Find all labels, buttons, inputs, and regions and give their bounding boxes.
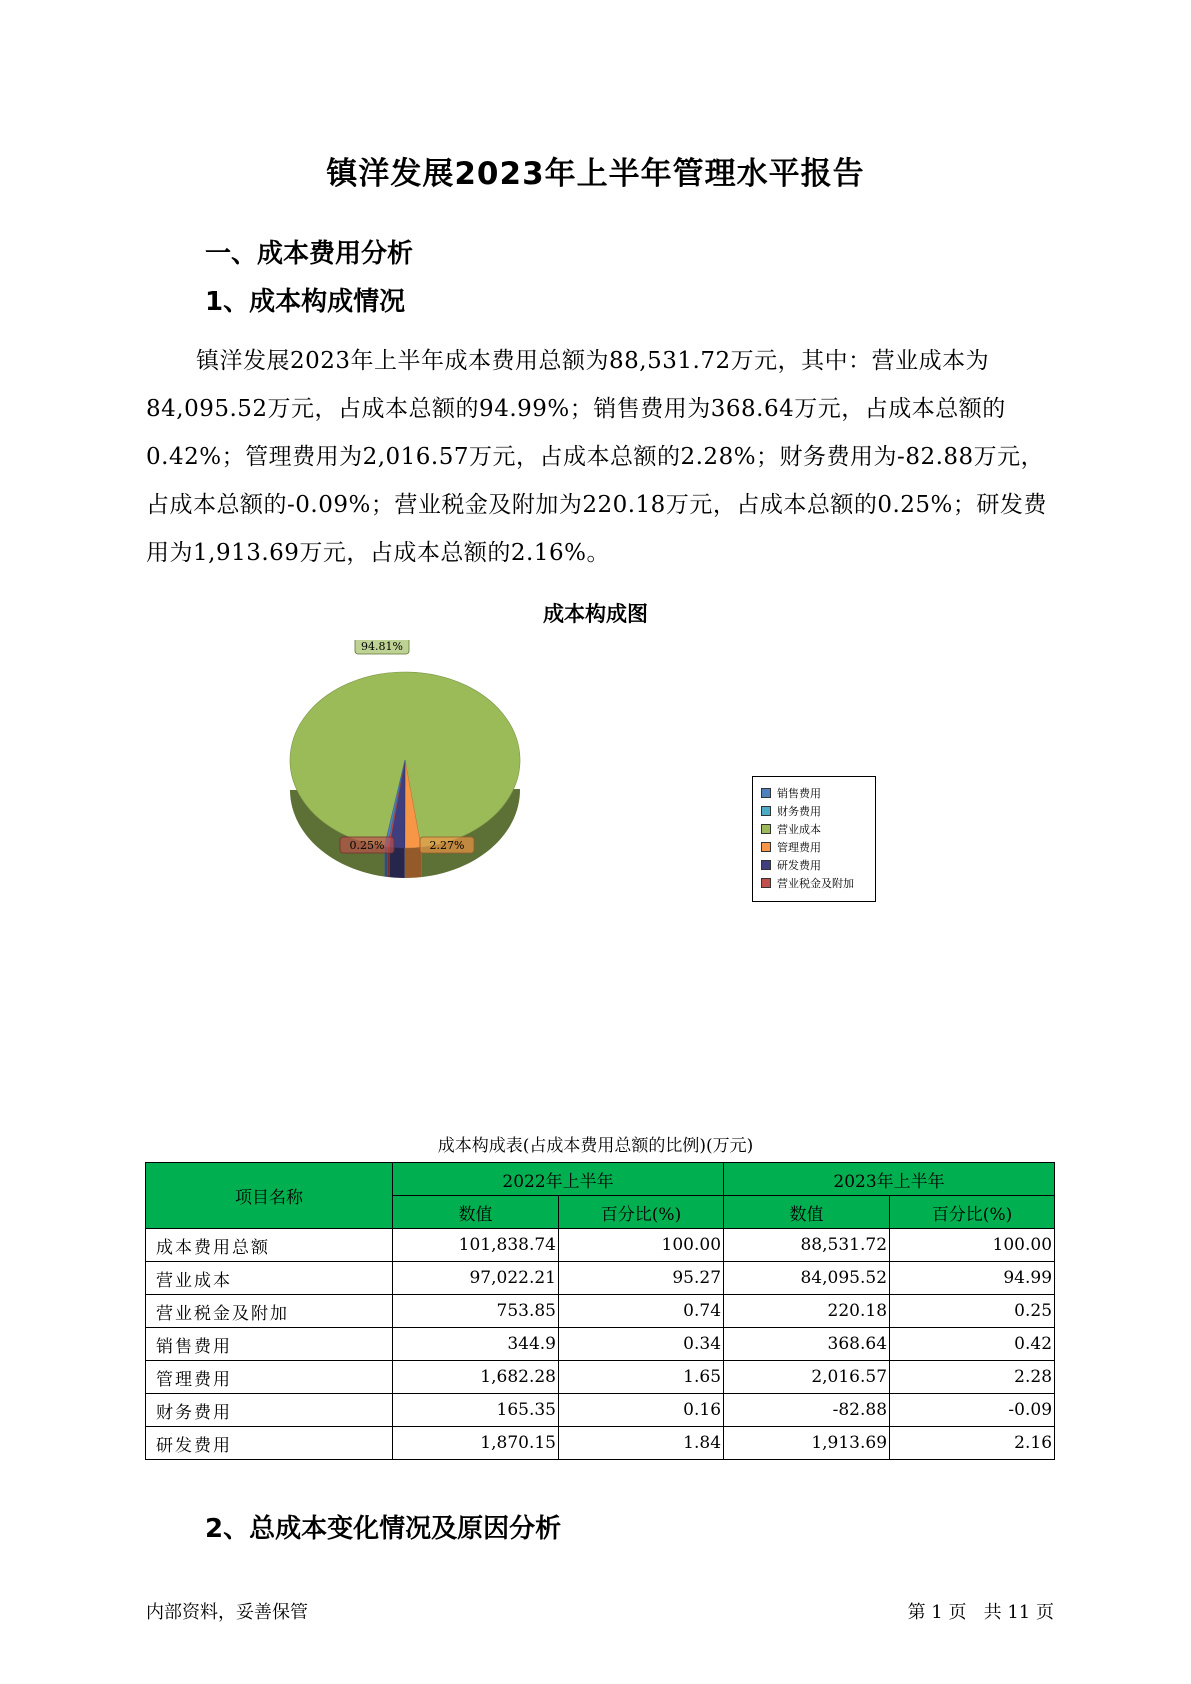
cell-value: 220.18 — [724, 1295, 890, 1328]
cell-value: 1,870.15 — [393, 1427, 559, 1460]
header-item-name: 项目名称 — [146, 1163, 393, 1229]
table-row — [146, 1328, 1055, 1361]
cell-percent: 100.00 — [890, 1229, 1055, 1262]
cell-value: 753.85 — [393, 1295, 559, 1328]
pie-data-label — [340, 837, 394, 853]
table-row — [146, 1229, 1055, 1262]
row-name: 研发费用 — [146, 1427, 393, 1460]
cell-percent: 94.99 — [890, 1262, 1055, 1295]
row-name: 营业成本 — [146, 1262, 393, 1295]
legend-label: 营业成本 — [777, 823, 821, 836]
cell-percent: 95.27 — [559, 1262, 724, 1295]
cell-percent: 0.42 — [890, 1328, 1055, 1361]
cell-percent: 0.16 — [559, 1394, 724, 1427]
legend-swatch — [761, 878, 771, 888]
cell-percent: 2.28 — [890, 1361, 1055, 1394]
cell-value: 165.35 — [393, 1394, 559, 1427]
header-year-2022: 2022年上半年 — [393, 1163, 724, 1196]
legend-swatch — [761, 860, 771, 870]
cell-value: 97,022.21 — [393, 1262, 559, 1295]
section-heading: 一、成本费用分析 — [205, 239, 414, 269]
legend-label: 营业税金及附加 — [777, 877, 854, 890]
cell-percent: 1.84 — [559, 1427, 724, 1460]
row-name: 财务费用 — [146, 1394, 393, 1427]
table-row — [146, 1427, 1055, 1460]
pie-data-label — [420, 837, 474, 853]
row-name: 管理费用 — [146, 1361, 393, 1394]
legend-item — [761, 820, 875, 838]
legend-item — [761, 856, 875, 874]
row-name: 销售费用 — [146, 1328, 393, 1361]
table-row — [146, 1262, 1055, 1295]
chart-legend — [752, 776, 876, 902]
cell-percent: 1.65 — [559, 1361, 724, 1394]
chart-title: 成本构成图 — [543, 602, 648, 626]
legend-item — [761, 784, 875, 802]
cell-value: -82.88 — [724, 1394, 890, 1427]
cell-value: 1,682.28 — [393, 1361, 559, 1394]
header-value: 数值 — [724, 1196, 890, 1229]
subsection-heading: 2、总成本变化情况及原因分析 — [205, 1514, 562, 1544]
legend-item — [761, 874, 875, 892]
header-value: 数值 — [393, 1196, 559, 1229]
cost-table — [145, 1162, 1055, 1460]
table-row — [146, 1394, 1055, 1427]
legend-swatch — [761, 806, 771, 816]
cell-percent: 0.34 — [559, 1328, 724, 1361]
cell-value: 1,913.69 — [724, 1427, 890, 1460]
cell-percent: -0.09 — [890, 1394, 1055, 1427]
cell-percent: 2.16 — [890, 1427, 1055, 1460]
legend-swatch — [761, 824, 771, 834]
table-row — [146, 1361, 1055, 1394]
legend-item — [761, 802, 875, 820]
cell-percent: 100.00 — [559, 1229, 724, 1262]
table-row — [146, 1295, 1055, 1328]
subsection-heading: 1、成本构成情况 — [205, 287, 406, 317]
cell-value: 84,095.52 — [724, 1262, 890, 1295]
pie-slice-side — [405, 847, 421, 878]
svg-text:94.81%: 94.81% — [361, 640, 403, 653]
footer-confidential: 内部资料，妥善保管 — [146, 1602, 308, 1623]
legend-item — [761, 838, 875, 856]
cell-value: 88,531.72 — [724, 1229, 890, 1262]
pie-data-label — [355, 640, 409, 654]
header-year-2023: 2023年上半年 — [724, 1163, 1055, 1196]
cell-value: 2,016.57 — [724, 1361, 890, 1394]
cell-value: 101,838.74 — [393, 1229, 559, 1262]
svg-text:0.25%: 0.25% — [349, 839, 385, 852]
cell-percent: 0.25 — [890, 1295, 1055, 1328]
row-name: 营业税金及附加 — [146, 1295, 393, 1328]
legend-label: 销售费用 — [777, 787, 821, 800]
header-percent: 百分比(%) — [890, 1196, 1055, 1229]
cell-value: 368.64 — [724, 1328, 890, 1361]
page-title: 镇洋发展2023年上半年管理水平报告 — [326, 156, 865, 192]
summary-paragraph: 镇洋发展2023年上半年成本费用总额为88,531.72万元，其中：营业成本为84,095.52万元，占成本总额的94.99%；销售费用为368.64万元，占成本总额的0.42%；管理费用为2,016.57万元，占成本总额的2.28%；财务费用为-82.88万元，占成本总额的-0.09%；营业税金及附加为220.18万元，占成本总额的0.25%；研发费用为1,913.69万元，占成本总额的2.16%。 — [146, 348, 1047, 566]
legend-swatch — [761, 788, 771, 798]
table-caption: 成本构成表(占成本费用总额的比例)(万元) — [437, 1136, 754, 1156]
header-percent: 百分比(%) — [559, 1196, 724, 1229]
footer-page-number: 第 1 页 共 11 页 — [907, 1602, 1054, 1623]
legend-swatch — [761, 842, 771, 852]
legend-label: 管理费用 — [777, 841, 821, 854]
cell-value: 344.9 — [393, 1328, 559, 1361]
legend-label: 研发费用 — [777, 859, 821, 872]
legend-label: 财务费用 — [777, 805, 821, 818]
row-name: 成本费用总额 — [146, 1229, 393, 1262]
cell-percent: 0.74 — [559, 1295, 724, 1328]
svg-text:2.27%: 2.27% — [429, 839, 465, 852]
pie-chart — [280, 640, 720, 960]
